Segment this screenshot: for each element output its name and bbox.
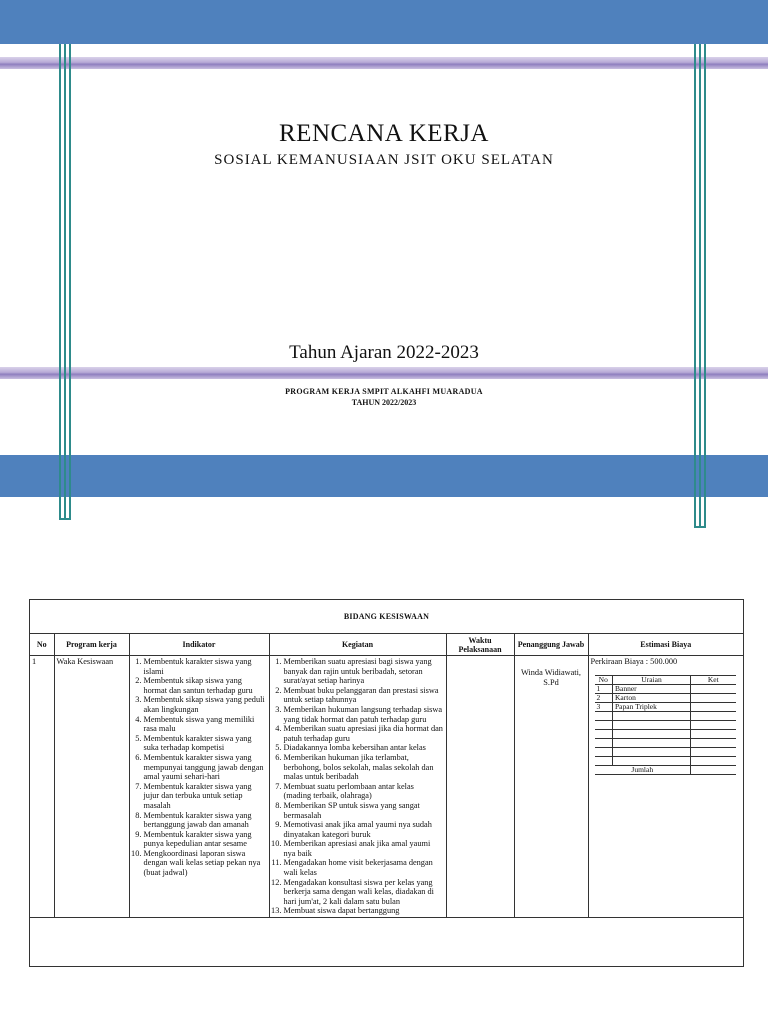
right-vertical-rule: [694, 44, 706, 528]
list-item: 2. Membuat buku pelanggaran dan prestasi siswa untuk setiap tahunnya: [284, 686, 444, 705]
kegiatan-cell: [269, 656, 446, 918]
cost-table-header: [595, 675, 736, 684]
estimasi-cell: [588, 656, 743, 918]
list-item: 9. Membentuk karakter siswa yang punya kepedulian antar sesame: [144, 830, 267, 849]
program-title: PROGRAM KERJA SMPIT ALKAHFI MUARADUA: [285, 387, 483, 396]
cost-header: Uraian: [613, 675, 691, 684]
program-cell: Waka Kesiswaan: [54, 656, 129, 918]
cover-year: Tahun Ajaran 2022-2023: [289, 342, 479, 363]
list-item: 8. Membentuk karakter siswa yang bertanggung jawab dan amanah: [144, 811, 267, 830]
indikator-cell: [129, 656, 269, 918]
cost-note: [691, 702, 736, 711]
row-number: 1: [30, 656, 54, 918]
list-item: 8. Memberikan SP untuk siswa yang sangat bermasalah: [284, 801, 444, 820]
cost-row-empty: [595, 747, 736, 756]
cover-title: RENCANA KERJA: [279, 120, 489, 147]
column-header: Kegiatan: [269, 634, 446, 656]
cost-item: Karton: [613, 693, 691, 702]
list-item: 10. Mengkoordinasi laporan siswa dengan wali kelas setiap pekan nya (buat jadwal): [144, 849, 267, 878]
cost-table: [595, 675, 736, 775]
estimated-cost-label: Perkiraan Biaya : 500.000: [590, 657, 678, 666]
cost-row-empty: [595, 711, 736, 720]
work-plan-table-page: [29, 599, 744, 967]
list-item: 1. Membentuk karakter siswa yang islami: [144, 657, 267, 676]
list-item: 11. Mengadakan home visit bekerjasama dengan wali kelas: [284, 858, 444, 877]
cost-total-row: [595, 765, 736, 774]
cost-note: [691, 693, 736, 702]
column-header: Program kerja: [54, 634, 129, 656]
top-header-band: [0, 0, 768, 44]
list-item: 7. Membuat suatu perlombaan antar kelas (mading terbaik, olahraga): [284, 782, 444, 801]
list-item: 6. Memberikan hukuman jika terlambat, berbohong, bolos sekolah, malas sekolah dan malas untuk beribadah: [284, 753, 444, 782]
waktu-cell: [446, 656, 514, 918]
list-item: 5. Diadakannya lomba kebersihan antar kelas: [284, 743, 444, 753]
table-row: [30, 656, 743, 918]
column-header: Estimasi Biaya: [588, 634, 743, 656]
list-item: 1. Memberikan suatu apresiasi bagi siswa yang banyak dan rajin untuk beribadah, setoran surat/ayat setiap harinya: [284, 657, 444, 686]
list-item: 13. Membuat siswa dapat bertanggung: [284, 906, 444, 916]
cost-no: 1: [595, 684, 613, 693]
cost-total-label: Jumlah: [595, 765, 691, 774]
list-item: 3. Membentuk sikap siswa yang peduli akan lingkungan: [144, 695, 267, 714]
table-header-row: [30, 634, 743, 656]
cost-no: 3: [595, 702, 613, 711]
cost-row-empty: [595, 729, 736, 738]
list-item: 2. Membentuk sikap siswa yang hormat dan santun terhadap guru: [144, 676, 267, 695]
cover-subtitle: SOSIAL KEMANUSIAAN JSIT OKU SELATAN: [214, 152, 554, 168]
cost-no: 2: [595, 693, 613, 702]
list-item: 3. Memberikan hukuman langsung terhadap siswa yang tidak hormat dan patuh terhadap guru: [284, 705, 444, 724]
cost-total-value: [691, 765, 736, 774]
list-item: 6. Membentuk karakter siswa yang mempunyai tanggung jawab dengan amal yaumi sehari-hari: [144, 753, 267, 782]
cost-note: [691, 684, 736, 693]
section-heading: BIDANG KESISWAAN: [30, 600, 743, 634]
cost-row: [595, 684, 736, 693]
left-vertical-rule: [59, 44, 71, 520]
cost-row-empty: [595, 756, 736, 765]
cost-item: Papan Triplek: [613, 702, 691, 711]
list-item: 9. Memotivasi anak jika amal yaumi nya sudah dinyatakan kategori buruk: [284, 820, 444, 839]
bottom-header-band: [0, 455, 768, 497]
cost-row-empty: [595, 720, 736, 729]
cost-row-empty: [595, 738, 736, 747]
column-header: Waktu Pelaksanaan: [446, 634, 514, 656]
program-year: TAHUN 2022/2023: [351, 398, 417, 407]
bottom-decorative-stripe: [0, 367, 768, 379]
column-header: Indikator: [129, 634, 269, 656]
list-item: 4. Memberikan suatu apresiasi jika dia hormat dan patuh terhadap guru: [284, 724, 444, 743]
work-plan-table: [30, 634, 743, 918]
cost-header: No: [595, 675, 613, 684]
column-header: Penanggung Jawab: [514, 634, 588, 656]
cost-header: Ket: [691, 675, 736, 684]
cost-item: Banner: [613, 684, 691, 693]
cost-row: [595, 693, 736, 702]
list-item: 7. Membentuk karakter siswa yang jujur dan terbuka untuk setiap masalah: [144, 782, 267, 811]
list-item: 5. Membentuk karakter siswa yang suka terhadap kompetisi: [144, 734, 267, 753]
column-header: No: [30, 634, 54, 656]
list-item: 4. Membentuk siswa yang memiliki rasa malu: [144, 715, 267, 734]
list-item: 10. Memberikan apresiasi anak jika amal yaumi nya baik: [284, 839, 444, 858]
cost-row: [595, 702, 736, 711]
penanggung-jawab-cell: Winda Widiawati, S.Pd: [514, 656, 588, 918]
list-item: 12. Mengadakan konsultasi siswa per kelas yang berkerja sama dengan wali kelas, diadakan di hari jum'at, 2 kali dalam satu bulan: [284, 878, 444, 907]
top-decorative-stripe: [0, 57, 768, 69]
